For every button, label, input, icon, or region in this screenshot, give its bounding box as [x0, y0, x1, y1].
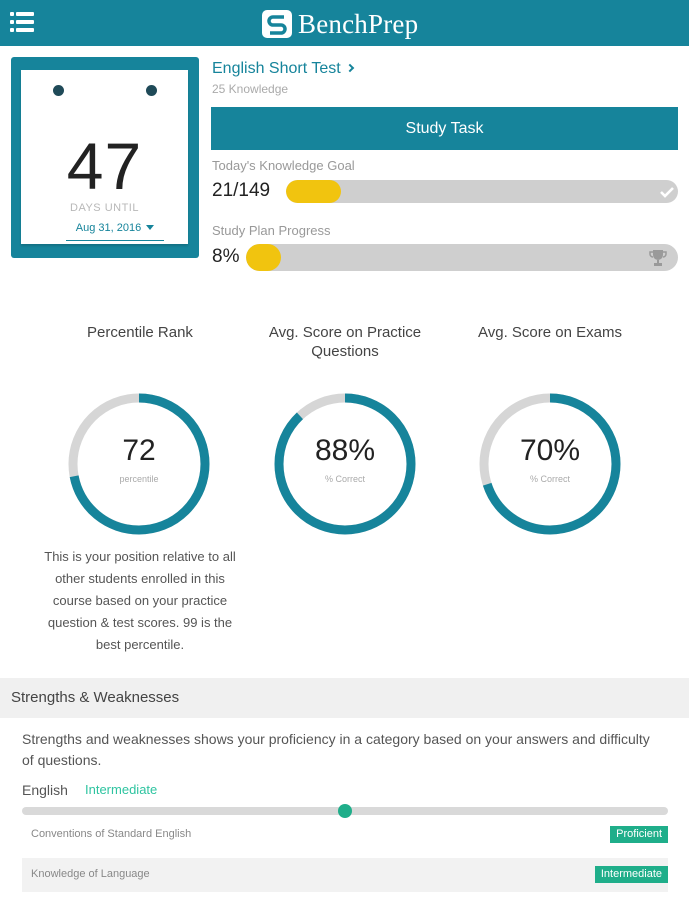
- study-plan-bar: [246, 244, 678, 271]
- study-plan-value: 8%: [212, 246, 240, 267]
- exam-countdown-card: [11, 57, 199, 258]
- category-badge: Intermediate: [595, 866, 668, 883]
- knowledge-goal-bar: [286, 180, 678, 203]
- days-until-label: DAYS UNTIL: [70, 202, 139, 214]
- practice-score-title: Avg. Score on Practice Questions: [268, 324, 422, 360]
- course-title-link[interactable]: [212, 60, 353, 78]
- knowledge-goal-value: 21/149: [212, 180, 271, 201]
- knowledge-goal-fill: [286, 180, 341, 203]
- exam-score-title: Avg. Score on Exams: [478, 324, 622, 341]
- exam-score-unit: % Correct: [529, 474, 570, 484]
- percentile-ring: [66, 391, 212, 537]
- proficiency-marker: [338, 804, 352, 818]
- practice-score-unit: % Correct: [324, 474, 365, 484]
- calendar-page: [21, 70, 188, 244]
- category-row[interactable]: [22, 818, 668, 852]
- brand: [262, 9, 418, 39]
- practice-score-value: 88%: [314, 434, 376, 467]
- subject-level: Intermediate: [85, 782, 158, 797]
- days-until-count: 47: [66, 129, 143, 203]
- percentile-value: 72: [122, 434, 156, 467]
- check-icon: [655, 180, 678, 203]
- percentile-rank-title: Percentile Rank: [87, 324, 193, 341]
- study-plan-label: Study Plan Progress: [212, 223, 331, 238]
- category-row[interactable]: [22, 858, 668, 892]
- calendar-ring-icon: [53, 85, 64, 96]
- course-title: English Short Test: [212, 60, 341, 77]
- exam-date-dropdown[interactable]: [66, 222, 164, 241]
- chevron-right-icon: [345, 64, 353, 72]
- strengths-description: Strengths and weaknesses shows your proficiency in a category based on your answers and difficulty of questions.: [22, 731, 650, 768]
- study-task-button[interactable]: Study Task: [211, 107, 678, 150]
- category-badge: Proficient: [610, 826, 668, 843]
- percentile-description: This is your position relative to all other students enrolled in this course based on your practice question & test scores. 99 is the best percentile.: [44, 549, 236, 652]
- percentile-unit: percentile: [119, 474, 159, 484]
- top-bar: [0, 0, 689, 46]
- exam-score-ring: [477, 391, 623, 537]
- course-subtitle: 25 Knowledge: [212, 82, 289, 96]
- caret-down-icon: [146, 225, 154, 230]
- study-plan-fill: [246, 244, 281, 271]
- strengths-title: Strengths & Weaknesses: [11, 689, 180, 706]
- exam-date-value: Aug 31, 2016: [75, 222, 142, 234]
- calendar-ring-icon: [146, 85, 157, 96]
- strengths-header: [0, 678, 689, 718]
- category-name: Knowledge of Language: [31, 868, 150, 880]
- trophy-icon: [646, 246, 669, 269]
- practice-score-ring: [272, 391, 418, 537]
- knowledge-goal-label: Today's Knowledge Goal: [212, 158, 355, 173]
- subject-name: English: [22, 782, 68, 798]
- list-menu-icon[interactable]: [10, 12, 34, 32]
- benchprep-logo-icon: [262, 10, 292, 38]
- category-name: Conventions of Standard English: [31, 828, 192, 840]
- exam-score-value: 70%: [519, 434, 581, 467]
- brand-name: BenchPrep: [298, 8, 419, 39]
